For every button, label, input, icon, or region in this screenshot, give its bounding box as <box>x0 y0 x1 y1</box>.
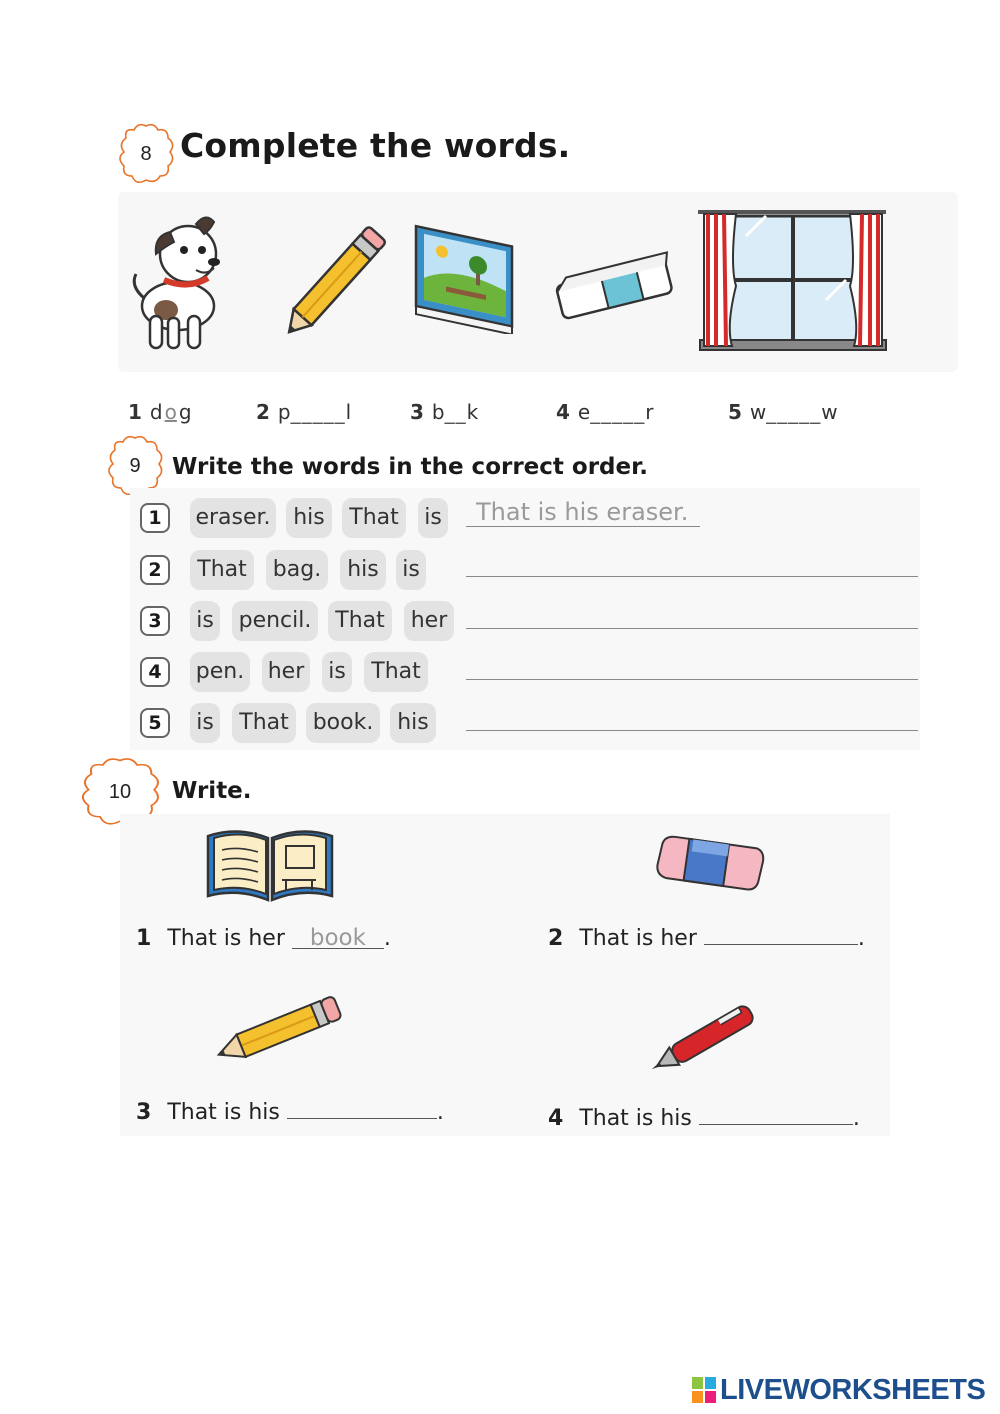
word-chip[interactable]: That <box>364 652 428 692</box>
liveworksheets-logo <box>692 1374 985 1406</box>
word-chip[interactable]: his <box>286 498 332 538</box>
answer-line[interactable] <box>466 730 918 731</box>
row-number: 2 <box>140 555 170 585</box>
row-number: 5 <box>140 708 170 738</box>
word-chip[interactable]: That <box>342 498 406 538</box>
word-chip[interactable]: book. <box>306 703 380 743</box>
window-icon <box>696 206 888 356</box>
word-chip[interactable]: That <box>328 601 392 641</box>
pen-icon <box>640 1000 772 1078</box>
open-book-icon <box>204 826 336 904</box>
pencil-icon <box>266 210 406 350</box>
word-chip[interactable]: bag. <box>266 550 328 590</box>
word-chip[interactable]: pen. <box>190 652 250 692</box>
sentence-1: 1 That is her book . <box>136 925 391 951</box>
word-blank[interactable]: o <box>164 400 177 424</box>
word-item-3: 3 b__k <box>410 400 479 424</box>
liveworksheets-mark-icon <box>692 1377 716 1403</box>
answer-field[interactable]: book <box>292 928 384 949</box>
word-chip[interactable]: That <box>190 550 254 590</box>
eraser-icon <box>650 832 770 898</box>
word-item-1: 1 d o g <box>128 400 192 424</box>
answer-text: That is his eraser. <box>476 498 689 526</box>
eraser-icon <box>550 248 680 328</box>
word-chip[interactable]: is <box>190 601 220 641</box>
answer-line[interactable] <box>466 679 918 680</box>
word-chip[interactable]: is <box>418 498 448 538</box>
word-chip[interactable]: is <box>322 652 352 692</box>
word-chip[interactable]: her <box>404 601 454 641</box>
book-icon <box>406 224 526 334</box>
word-blank[interactable]: _____ <box>290 400 346 424</box>
sentence-3: 3 That is his . <box>136 1100 444 1125</box>
sentence-4: 4 That is his . <box>548 1106 860 1131</box>
word-chip[interactable]: is <box>396 550 426 590</box>
exercise-10-title: Write. <box>172 778 252 804</box>
word-chip[interactable]: his <box>340 550 386 590</box>
word-blank[interactable]: __ <box>444 400 467 424</box>
exercise-8-title: Complete the words. <box>180 126 571 165</box>
brand-name: LIVEWORKSHEETS <box>720 1373 986 1406</box>
exercise-8-badge <box>118 122 174 186</box>
word-item-5: 5 w_____w <box>728 400 838 424</box>
dog-icon <box>126 206 236 356</box>
answer-field[interactable] <box>704 926 858 945</box>
exercise-number: 10 <box>108 780 132 803</box>
row-number: 1 <box>140 503 170 533</box>
word-chip[interactable]: eraser. <box>190 498 276 538</box>
row-number: 3 <box>140 606 170 636</box>
word-item-4: 4 e_____r <box>556 400 654 424</box>
row-number: 4 <box>140 657 170 687</box>
answer-line[interactable] <box>466 628 918 629</box>
pencil-icon <box>210 992 350 1068</box>
answer-line[interactable] <box>466 576 918 577</box>
exercise-number: 8 <box>140 142 152 165</box>
answer-line[interactable] <box>466 526 700 527</box>
exercise-9-title: Write the words in the correct order. <box>172 454 648 480</box>
answer-field[interactable] <box>287 1100 437 1119</box>
word-item-2: 2 p_____l <box>256 400 352 424</box>
word-chip[interactable]: is <box>190 703 220 743</box>
word-chip[interactable]: pencil. <box>232 601 318 641</box>
word-blank[interactable]: _____ <box>590 400 646 424</box>
word-chip[interactable]: her <box>262 652 310 692</box>
word-chip[interactable]: his <box>390 703 436 743</box>
sentence-2: 2 That is her . <box>548 926 865 951</box>
word-blank[interactable]: _____ <box>766 400 822 424</box>
exercise-8-picture-strip <box>118 192 958 372</box>
exercise-number: 9 <box>129 454 141 477</box>
word-chip[interactable]: That <box>232 703 296 743</box>
answer-field[interactable] <box>699 1106 853 1125</box>
